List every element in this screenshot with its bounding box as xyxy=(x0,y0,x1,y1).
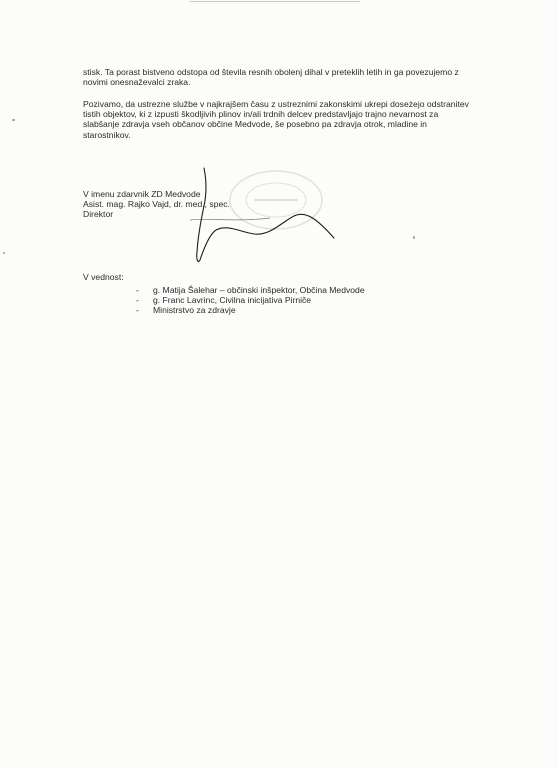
cc-bullet: - xyxy=(136,285,139,295)
scan-edge-line xyxy=(190,1,360,2)
cc-item-text: Ministrstvo za zdravje xyxy=(153,305,236,316)
cc-item-text: g. Franc Lavrinc, Civilna inicijativa Pirniče xyxy=(153,295,312,306)
paragraph-2-line: slabšanje zdravja vseh občanov občine Medvode, še posebno pa zdravja otrok, mladine in xyxy=(83,119,427,130)
scan-speck xyxy=(3,252,5,254)
paragraph-2-line: starostnikov. xyxy=(83,129,131,140)
cc-bullet: - xyxy=(136,295,139,306)
signatory-org: V imenu zdarvnik ZD Medvode xyxy=(83,189,201,199)
paragraph-1-line: novimi onesnaževalci zraka. xyxy=(83,77,191,88)
paragraph-2-line: tistih objektov, ki z izpusti škodljivih plinov in/ali trdnih delcev predstavljajo trajno nevarnost za xyxy=(83,109,439,120)
scan-speck xyxy=(12,119,15,121)
signatory-title: Direktor xyxy=(83,209,114,220)
cc-item xyxy=(136,285,365,295)
cc-label: V vednost: xyxy=(83,272,124,282)
handwritten-signature xyxy=(170,160,345,270)
scan-speck xyxy=(413,236,415,239)
paragraph-1 xyxy=(83,67,459,87)
paragraph-2 xyxy=(83,99,469,140)
cc-item-text: g. Matija Šalehar – občinski inšpektor, Občina Medvode xyxy=(153,285,365,295)
cc-item xyxy=(136,295,365,305)
cc-list xyxy=(136,285,365,316)
paragraph-1-line: stisk. Ta porast bistveno odstopa od števila resnih obolenj dihal v preteklih letih in ga povezujemo z xyxy=(83,67,459,77)
paragraph-2-line: Pozivamo, da ustrezne službe v najkrajšem času z ustreznimi zakonskimi ukrepi doseżejo odstranitev xyxy=(83,99,469,109)
cc-item xyxy=(136,305,365,315)
signatory-name: Asist. mag. Rajko Vajd, dr. med., spec. xyxy=(83,199,230,210)
cc-bullet: - xyxy=(136,305,139,316)
